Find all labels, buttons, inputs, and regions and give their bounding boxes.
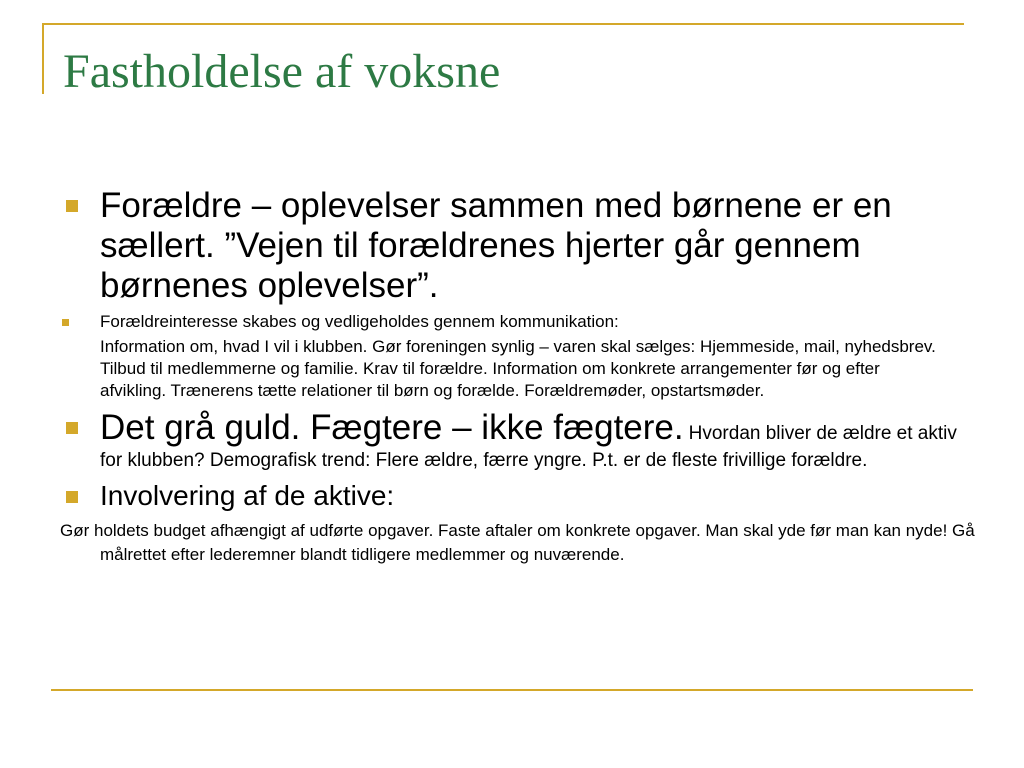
bullet-item-involvement bbox=[60, 479, 970, 513]
bullet-item-grey-gold bbox=[60, 408, 970, 473]
bullet-text: Forældreinteresse skabes og vedligeholdes gennem kommunikation: bbox=[100, 312, 619, 331]
bullet-item-parents bbox=[60, 186, 970, 306]
closing-paragraph: Gør holdets budget afhængigt af udførte opgaver. Faste aftaler om konkrete opgaver. Man skal yde før man kan nyde! Gå målrettet efter lederemner blandt tidligere medlemmer og nuværende. bbox=[60, 521, 975, 564]
square-bullet-icon bbox=[66, 491, 78, 503]
bullet-item-communication bbox=[60, 310, 970, 334]
bullet-heading: Det grå guld. Fægtere – ikke fægtere. bbox=[100, 408, 684, 447]
bullet-text: Involvering af de aktive: bbox=[100, 480, 395, 511]
frame-bottom-line bbox=[51, 689, 973, 691]
slide-title: Fastholdelse af voksne bbox=[63, 45, 501, 98]
frame-top-line bbox=[42, 23, 964, 25]
square-bullet-icon bbox=[66, 200, 78, 212]
square-bullet-icon bbox=[66, 422, 78, 434]
bullet-body: Hvordan bliver de ældre et aktiv for klubben? Demografisk trend: Flere ældre, færre yngre. P.t. er de fleste frivillige forældre. bbox=[100, 423, 957, 471]
slide-content bbox=[60, 186, 975, 567]
bullet-detail-text: Information om, hvad I vil i klubben. Gør foreningen synlig – varen skal sælges: Hjemmeside, mail, nyhedsbrev. Tilbud til medlemmerne og familie. Krav til forældre. Information om konkrete arrangementer før og efter afvikling. Trænerens tætte relationer til børn og forælde. Forældremøder, opstartsmøder. bbox=[100, 337, 936, 400]
frame-left-line bbox=[42, 23, 44, 94]
square-bullet-icon bbox=[62, 319, 69, 326]
bullet-text: Forældre – oplevelser sammen med børnene er en sællert. ”Vejen til forældrenes hjerter går gennem børnenes oplevelser”. bbox=[100, 186, 892, 305]
bullet-text bbox=[100, 408, 970, 473]
